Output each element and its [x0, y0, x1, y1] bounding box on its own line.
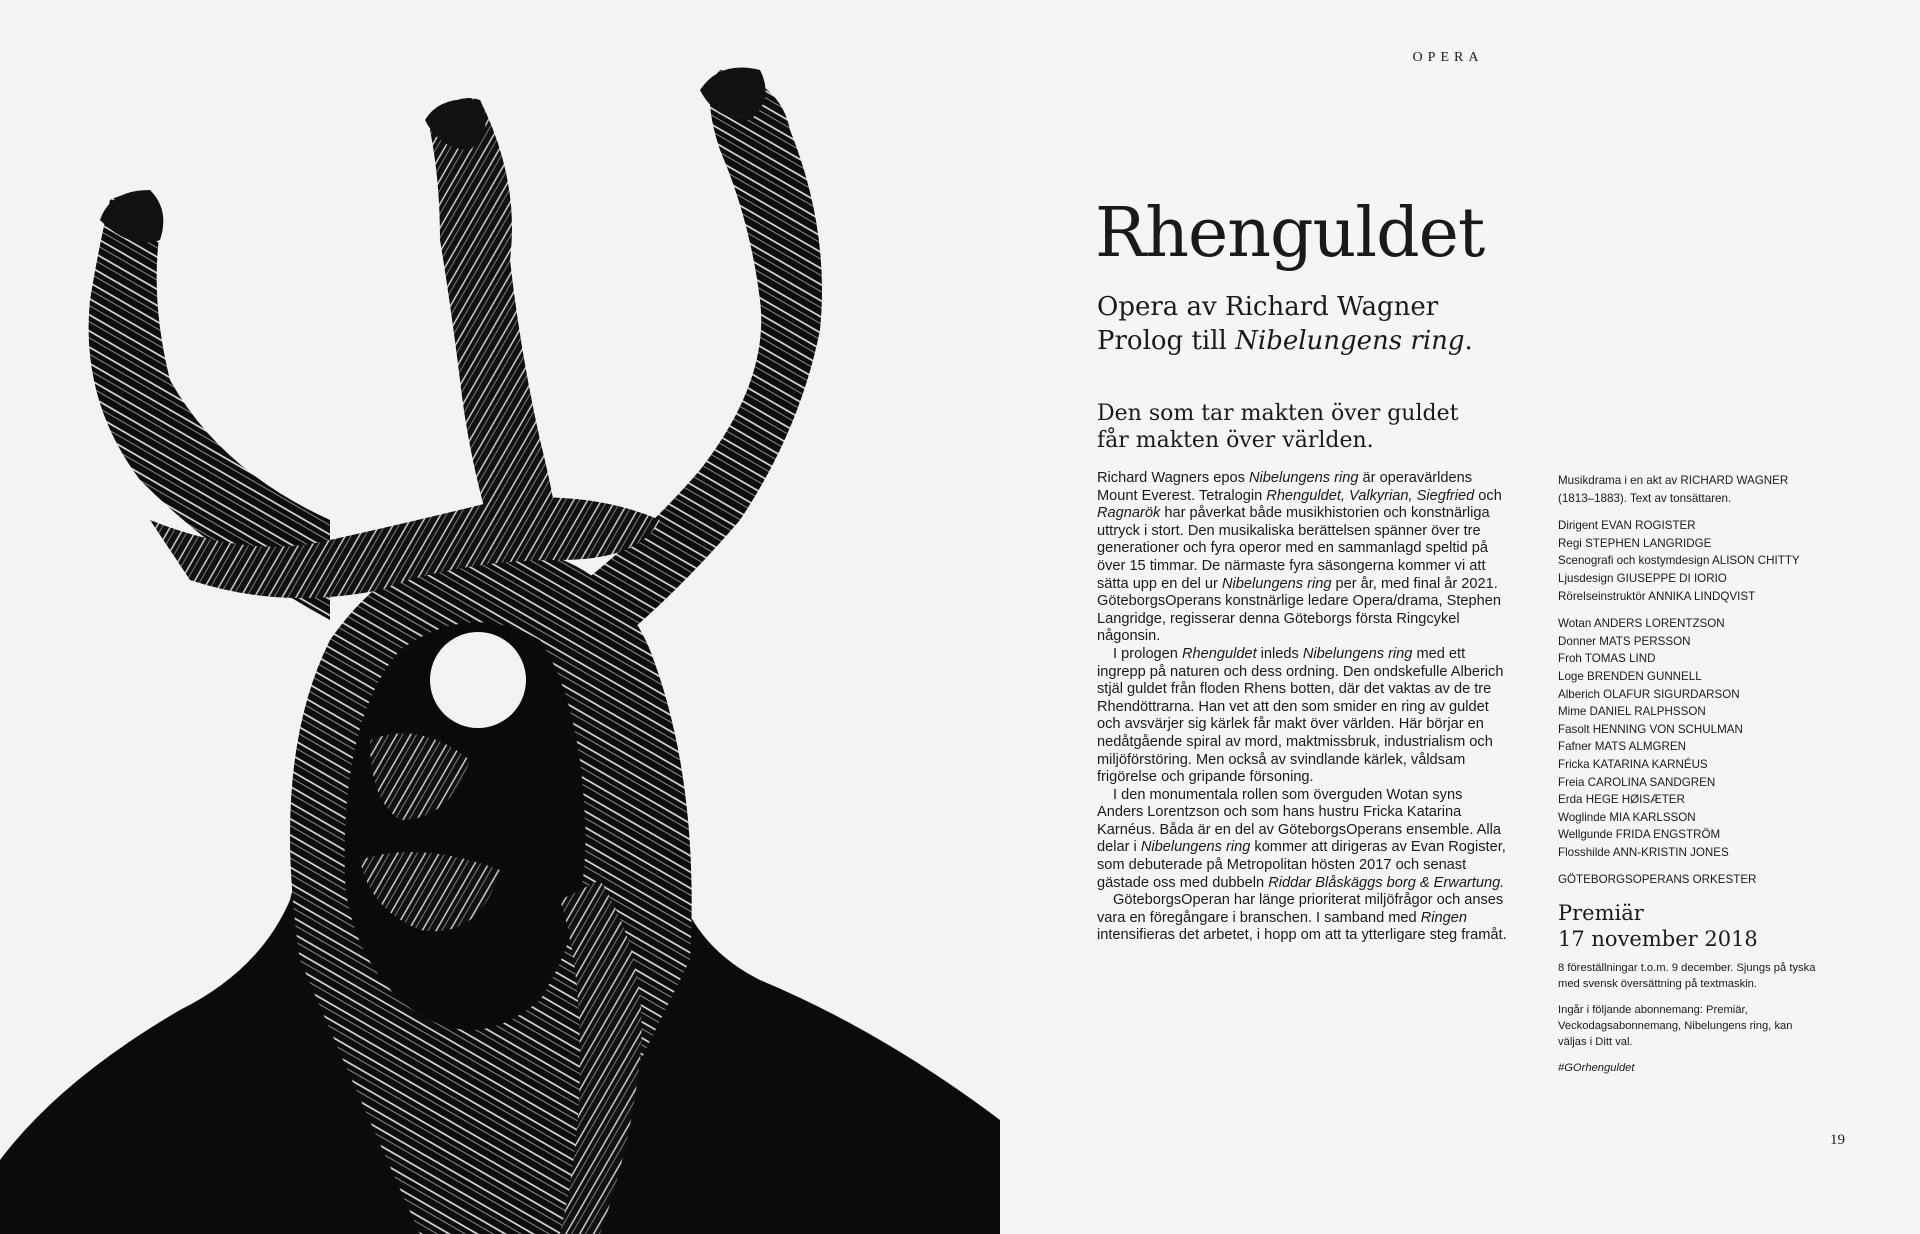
subtitle-work-title: Nibelungens ring [1235, 326, 1465, 356]
p1-f: Ragnarök [1097, 505, 1161, 522]
p3-a: I den monumentala rollen som överguden Wotan syns Anders Lorentzson och som hans hustru Fricka Katarina Karnéus. Båda är en del av GöteborgsOperans ensemble. Alla delar i [1097, 786, 1502, 856]
cast-line: Wellgunde FRIDA ENGSTRÖM [1558, 828, 1721, 842]
subtitle-line-2 [1097, 324, 1473, 358]
section-label: OPERA [1412, 50, 1484, 65]
p1-i: per år, med final år 2021. GöteborgsOperans konstnärlige ledare Opera/drama, Stephen Langridge, regisserar denna Göteborgs första Ringcykel någonsin. [1097, 575, 1502, 645]
premiere-heading [1558, 900, 1828, 952]
p3-b: Nibelungens ring [1140, 839, 1251, 856]
p2-e: med ett ingrepp på naturen och dess ordning. Den ondskefulle Alberich stjäl guldet från floden Rhens botten, där det vaktas av de tre Rhendöttrarna. Han vet att den som smider en ring av guldet och avsvärjer sig kärlek får makt över världen. Här börjar en nedåtgående spiral av mord, maktmissbruk, industrialism och miljöförstöring. Men också av svindlande kärlek, våldsam frigörelse och gripande försoning. [1097, 645, 1504, 786]
credits-cast [1558, 615, 1828, 861]
credits-team [1558, 517, 1828, 605]
performance-notes [1558, 960, 1818, 1086]
p4-b: Ringen [1420, 909, 1467, 926]
cast-line: Donner MATS PERSSON [1558, 634, 1691, 648]
subtitle-line-1: Opera av Richard Wagner [1097, 292, 1439, 322]
subscriptions-note: Ingår i följande abonnemang: Premiär, Veckodagsabonnemang, Nibelungens ring, kan väljas i Ditt val. [1558, 1004, 1793, 1048]
cast-line: Erda HEGE HØISÆTER [1558, 793, 1685, 807]
lead-paragraph: Den som tar makten över guldet får makten över världen. [1097, 401, 1459, 453]
p4-a: GöteborgsOperan har länge prioriterat miljöfrågor och anses vara en föregångare i branschen. I samband med [1097, 892, 1504, 926]
body-paragraph-1 [1097, 470, 1507, 646]
cast-line: Mime DANIEL RALPHSSON [1558, 705, 1706, 719]
premiere-date: 17 november 2018 [1558, 927, 1758, 951]
cast-line: Woglinde MIA KARLSSON [1558, 810, 1696, 824]
p1-h: Nibelungens ring [1221, 575, 1332, 592]
page-number: 19 [1830, 1132, 1845, 1148]
credit-line: Ljusdesign GIUSEPPE DI IORIO [1558, 571, 1727, 585]
credits-orchestra [1558, 871, 1828, 889]
p1-c: är operavärldens Mount Everest. Tetralogin [1097, 470, 1473, 504]
premiere-label: Premiär [1558, 901, 1644, 925]
cast-line: Fasolt HENNING VON SCHULMAN [1558, 722, 1743, 736]
hashtag: #GOrhenguldet [1558, 1062, 1635, 1074]
p2-b: Rhenguldet [1181, 645, 1257, 662]
credits-intro [1558, 472, 1828, 507]
subtitle-suffix: . [1464, 326, 1473, 356]
cast-line: Flosshilde ANN-KRISTIN JONES [1558, 845, 1729, 859]
cast-line: Alberich OLAFUR SIGURDARSON [1558, 687, 1740, 701]
body-paragraph-2 [1097, 646, 1507, 787]
performances-note: 8 föreställningar t.o.m. 9 december. Sjungs på tyska med svensk översättning på textmaskin. [1558, 962, 1816, 990]
credit-line: Dirigent EVAN ROGISTER [1558, 519, 1696, 533]
credit-line: Regi STEPHEN LANGRIDGE [1558, 536, 1712, 550]
article-body [1097, 470, 1507, 945]
body-paragraph-4 [1097, 892, 1507, 945]
p1-g: har påverkat både musikhistorien och konstnärliga uttryck i stort. Den musikaliska berättelsen spänner över tre generationer och fyra operor med en sammanlagd speltid på över 15 timmar. De närmaste fyra säsongerna kommer vi att sätta upp en del ur [1097, 505, 1490, 592]
p1-e: och [1474, 487, 1502, 504]
body-paragraph-3 [1097, 787, 1507, 893]
cast-line: Wotan ANDERS LORENTZSON [1558, 617, 1725, 631]
p2-d: Nibelungens ring [1302, 645, 1413, 662]
p3-c: kommer att dirigeras av Evan Rogister, som debuterade på Metropolitan hösten 2017 och senast gästade oss med dubbeln [1097, 839, 1506, 891]
article-subtitle [1097, 290, 1473, 358]
cast-line: Freia CAROLINA SANDGREN [1558, 775, 1716, 789]
credit-line: Rörelseinstruktör ANNIKA LINDQVIST [1558, 589, 1756, 603]
credits-column [1558, 472, 1828, 899]
p2-a: I prologen [1113, 645, 1182, 662]
cast-line: Fricka KATARINA KARNÉUS [1558, 757, 1708, 771]
cast-line: Froh TOMAS LIND [1558, 652, 1656, 666]
subtitle-prefix: Prolog till [1097, 326, 1236, 356]
p2-c: inleds [1256, 645, 1303, 662]
credits-intro-line: (1813–1883). Text av tonsättaren. [1558, 491, 1732, 505]
p3-d: Riddar Blåskäggs borg & Erwartung. [1268, 874, 1505, 891]
p1-a: Richard Wagners epos [1097, 470, 1249, 486]
cast-line: Fafner MATS ALMGREN [1558, 740, 1686, 754]
cast-line: Loge BRENDEN GUNNELL [1558, 669, 1702, 683]
p1-b: Nibelungens ring [1248, 470, 1359, 486]
p4-c: intensifieras det arbetet, i hopp om att ta ytterligare steg framåt. [1097, 927, 1507, 944]
p1-d: Rhenguldet, Valkyrian, Siegfried [1266, 487, 1475, 504]
credits-intro-line: Musikdrama i en akt av RICHARD WAGNER [1558, 474, 1789, 487]
article-title: Rhenguldet [1095, 194, 1485, 273]
credit-line: Scenografi och kostymdesign ALISON CHITTY [1558, 554, 1800, 568]
orchestra-line: GÖTEBORGSOPERANS ORKESTER [1558, 873, 1757, 887]
